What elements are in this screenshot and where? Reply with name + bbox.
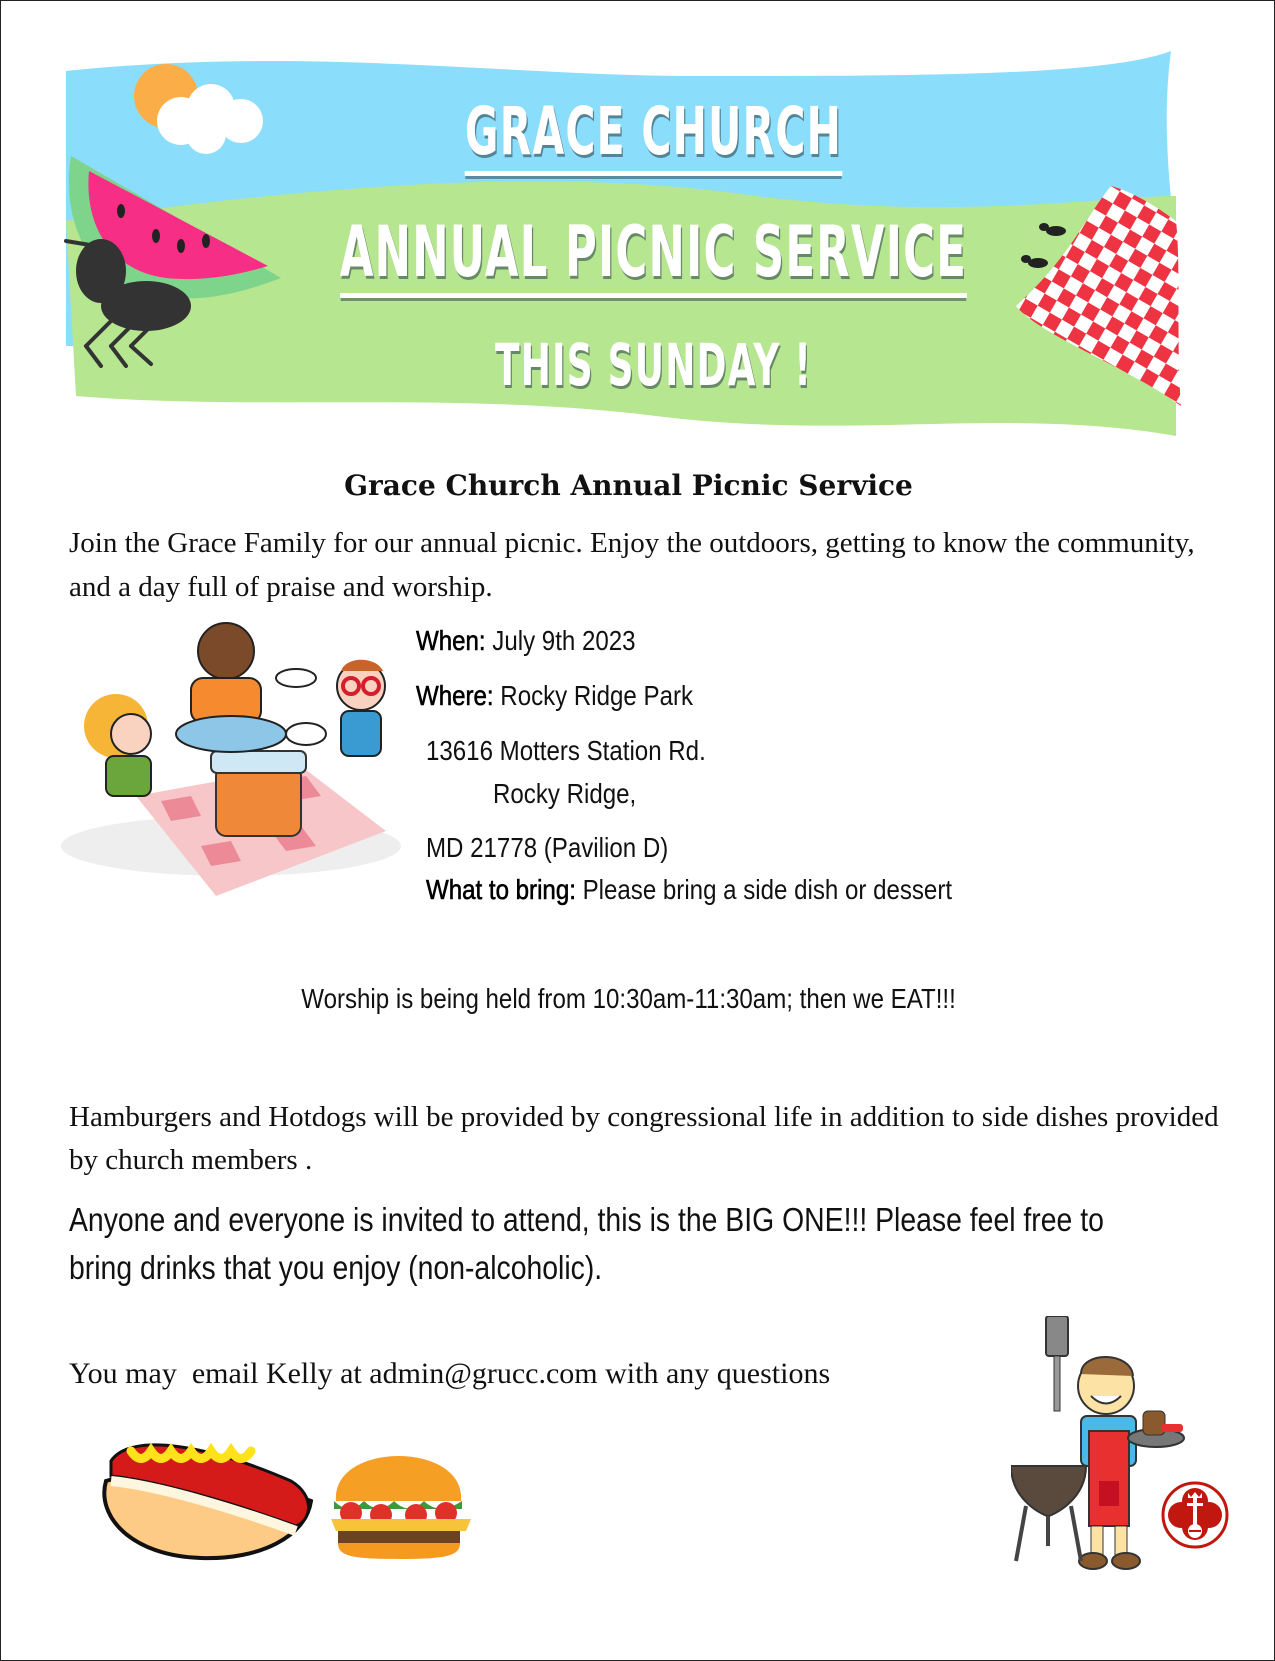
address-line-1: 13616 Motters Station Rd.: [426, 735, 706, 766]
food-paragraph: Hamburgers and Hotdogs will be provided by congressional life in addition to side dishes provided by church members .: [69, 1101, 1219, 1176]
hotdog-icon: [91, 1426, 321, 1561]
when-value: July 9th 2023: [485, 625, 636, 656]
what-to-bring-value: Please bring a side dish or dessert: [575, 874, 953, 905]
worship-time: Worship is being held from 10:30am-11:30am; then we EAT!!!: [301, 983, 956, 1014]
where-row: [416, 679, 693, 713]
banner-tagline: THIS SUNDAY !: [495, 331, 812, 399]
when-row: [416, 624, 636, 658]
banner-subtitle: ANNUAL PICNIC SERVICE: [283, 211, 1024, 298]
intro-paragraph: Join the Grace Family for our annual picnic. Enjoy the outdoors, getting to know the community, and a day full of praise and worship.: [69, 527, 1195, 603]
invitation-paragraph: Anyone and everyone is invited to attend, this is the BIG ONE!!! Please feel free to bring drinks that you enjoy (non-alcoholic).: [69, 1201, 1104, 1286]
where-value: Rocky Ridge Park: [493, 680, 694, 711]
picnic-banner: [56, 46, 1251, 456]
email-link[interactable]: admin@grucc.com: [369, 1357, 598, 1390]
when-label: When:: [416, 625, 486, 656]
where-label: Where:: [416, 680, 494, 711]
church-logo-icon: [1161, 1481, 1229, 1549]
what-to-bring-row: [426, 873, 952, 907]
what-to-bring-label: What to bring:: [426, 874, 576, 905]
hamburger-icon: [326, 1431, 476, 1561]
banner-title: GRACE CHURCH: [283, 93, 1024, 176]
page-title: Grace Church Annual Picnic Service: [344, 469, 913, 502]
address-line-2: Rocky Ridge,: [493, 778, 637, 809]
kids-picnic-illustration: [41, 616, 416, 896]
contact-line: You may email Kelly at admin@grucc.com with any questions: [69, 1357, 831, 1390]
address-line-3: MD 21778 (Pavilion D): [426, 832, 669, 863]
